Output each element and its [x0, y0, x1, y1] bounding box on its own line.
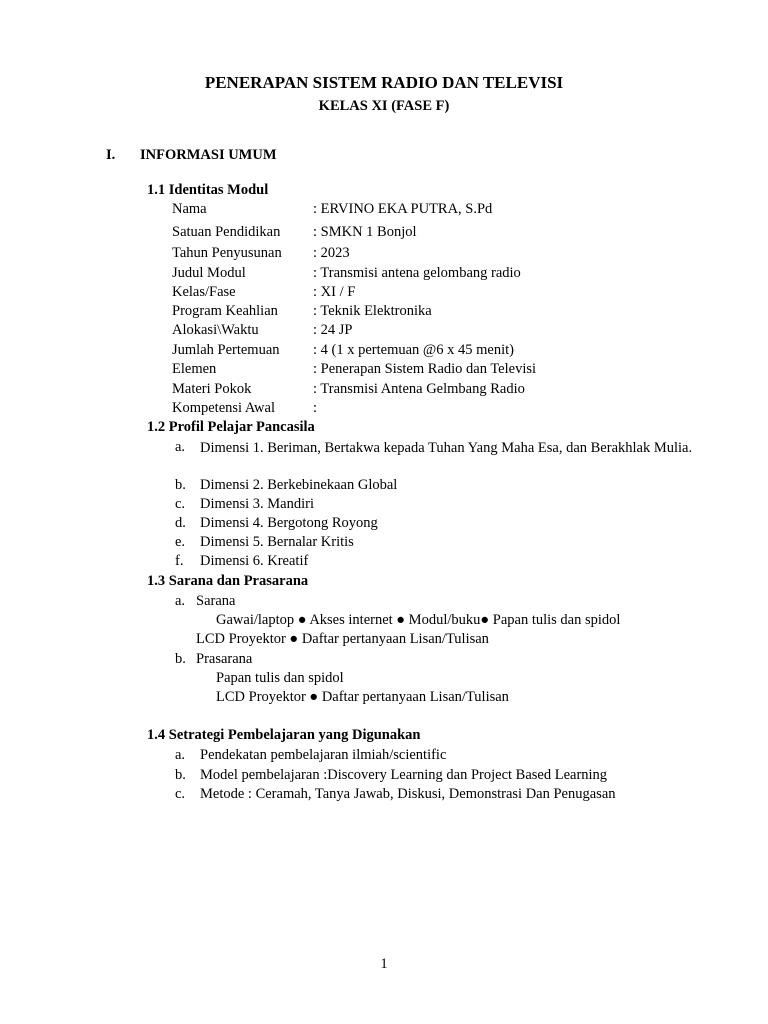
list-marker: c. [175, 786, 186, 802]
identitas-value: : Penerapan Sistem Radio dan Televisi [313, 361, 537, 377]
profil-heading: 1.2 Profil Pelajar Pancasila [147, 419, 315, 435]
list-item-text: Dimensi 2. Berkebinekaan Global [200, 477, 398, 493]
sarana-line: LCD Proyektor ● Daftar pertanyaan Lisan/Tulisan [196, 631, 489, 647]
list-marker: a. [175, 593, 186, 609]
prasarana-item: LCD Proyektor ● Daftar pertanyaan Lisan/Tulisan [216, 689, 509, 705]
identitas-label: Tahun Penyusunan [172, 245, 282, 261]
page-number: 1 [380, 956, 388, 972]
section-title: INFORMASI UMUM [140, 147, 277, 163]
identitas-label: Elemen [172, 361, 217, 377]
identitas-value: : 24 JP [313, 322, 353, 338]
list-marker: b. [175, 651, 186, 667]
identitas-label: Judul Modul [172, 265, 246, 281]
list-item-text: Dimensi 3. Mandiri [200, 496, 314, 512]
identitas-value: : Transmisi Antena Gelmbang Radio [313, 381, 525, 397]
sarana-line: Gawai/laptop ● Akses internet ● Modul/buku● Papan tulis dan spidol [216, 612, 621, 628]
identitas-label: Materi Pokok [172, 381, 252, 397]
identitas-heading: 1.1 Identitas Modul [147, 182, 269, 198]
list-item-text: Pendekatan pembelajaran ilmiah/scientific [200, 747, 447, 763]
identitas-label: Nama [172, 201, 207, 217]
list-item-text: Dimensi 5. Bernalar Kritis [200, 534, 354, 550]
identitas-label: Kelas/Fase [172, 284, 236, 300]
list-marker: f. [175, 553, 184, 569]
list-marker: d. [175, 515, 186, 531]
list-marker: a. [175, 747, 186, 763]
identitas-value: : XI / F [313, 284, 356, 300]
strategi-heading: 1.4 Setrategi Pembelajaran yang Digunakan [147, 727, 421, 743]
list-item-text: Dimensi 6. Kreatif [200, 553, 309, 569]
identitas-value: : [313, 400, 318, 416]
document-subtitle: KELAS XI (FASE F) [318, 98, 450, 114]
list-item-text: Dimensi 1. Beriman, Bertakwa kepada Tuhan Yang Maha Esa, dan Berakhlak Mulia. [200, 440, 693, 456]
identitas-label: Alokasi\Waktu [172, 322, 259, 338]
identitas-label: Jumlah Pertemuan [172, 342, 280, 358]
list-marker: c. [175, 496, 186, 512]
identitas-value: : ERVINO EKA PUTRA, S.Pd [313, 201, 493, 217]
list-marker: b. [175, 767, 186, 783]
list-item-text: Model pembelajaran :Discovery Learning dan Project Based Learning [200, 767, 608, 783]
identitas-label: Satuan Pendidikan [172, 224, 281, 240]
identitas-value: : Teknik Elektronika [313, 303, 432, 319]
sarana-heading: 1.3 Sarana dan Prasarana [147, 573, 309, 589]
identitas-value: : 4 (1 x pertemuan @6 x 45 menit) [313, 342, 515, 358]
identitas-label: Kompetensi Awal [172, 400, 275, 416]
document-title: PENERAPAN SISTEM RADIO DAN TELEVISI [204, 73, 564, 92]
sarana-label: Sarana [196, 593, 236, 609]
list-marker: b. [175, 477, 186, 493]
identitas-value: : Transmisi antena gelombang radio [313, 265, 521, 281]
identitas-value: : 2023 [313, 245, 350, 261]
list-marker: a. [175, 439, 186, 455]
identitas-label: Program Keahlian [172, 303, 278, 319]
list-item-text: Dimensi 4. Bergotong Royong [200, 515, 378, 531]
section-number: I. [106, 147, 116, 163]
identitas-value: : SMKN 1 Bonjol [313, 224, 417, 240]
list-marker: e. [175, 534, 186, 550]
prasarana-label: Prasarana [196, 651, 253, 667]
prasarana-item: Papan tulis dan spidol [216, 670, 344, 686]
list-item-text: Metode : Ceramah, Tanya Jawab, Diskusi, Demonstrasi Dan Penugasan [200, 786, 616, 802]
